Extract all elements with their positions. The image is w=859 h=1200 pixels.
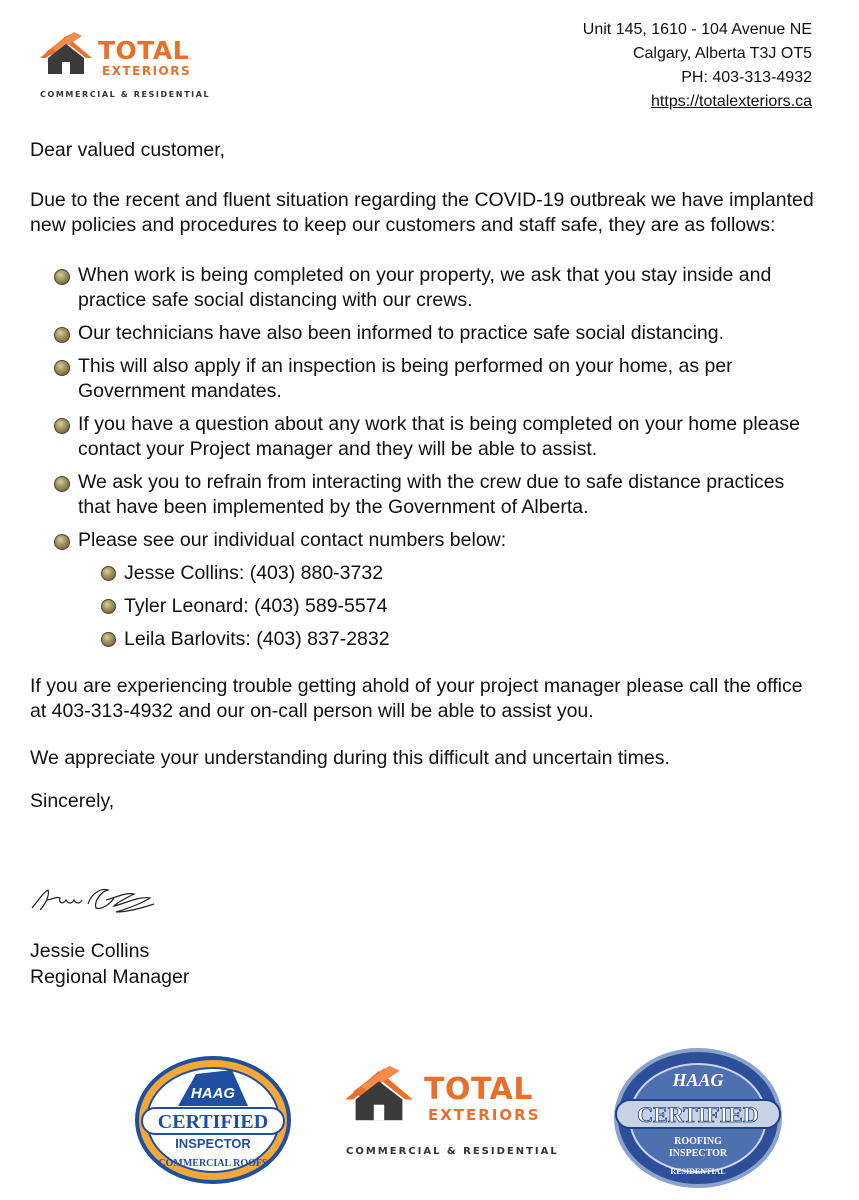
brand-name-line2: EXTERIORS [428, 1106, 541, 1124]
greeting: Dear valued customer, [30, 139, 226, 161]
address-line1: Unit 145, 1610 - 104 Avenue NE [582, 21, 812, 38]
bullet-icon [54, 476, 70, 492]
svg-text:INSPECTOR: INSPECTOR [175, 1136, 251, 1151]
list-item: Please see our individual contact numbers below: Jesse Collins: (403) 880-3732 Tyler Leonard: (403) 589-5574 Leila Barlovits: (403) 837-2832 [78, 528, 820, 652]
bullet-icon [101, 599, 116, 614]
signatory-name: Jessie Collins [30, 940, 150, 962]
brand-name-line1: TOTAL [424, 1072, 533, 1107]
brand-tagline: COMMERCIAL & RESIDENTIAL [346, 1146, 559, 1157]
house-roof-logo-icon [36, 28, 96, 78]
handwritten-signature [30, 878, 160, 918]
appreciation-paragraph: We appreciate your understanding during this difficult and uncertain times. [30, 747, 670, 769]
company-logo-footer [340, 1058, 560, 1168]
footer-logos [0, 1040, 859, 1190]
svg-text:HAAG: HAAG [190, 1085, 236, 1102]
signoff: Sincerely, [30, 790, 115, 812]
contact-item: Leila Barlovits: (403) 837-2832 [124, 627, 820, 652]
company-logo [36, 24, 211, 104]
list-item: When work is being completed on your property, we ask that you stay inside and practice safe social distancing with our crews. [78, 263, 820, 313]
svg-text:CERTIFIED: CERTIFIED [637, 1102, 759, 1127]
list-item: Our technicians have also been informed to practice safe social distancing. [78, 321, 820, 346]
svg-text:ROOFING: ROOFING [674, 1136, 722, 1147]
haag-certified-residential-badge [612, 1046, 784, 1190]
bullet-icon [54, 327, 70, 343]
bullet-icon [54, 418, 70, 434]
company-address [583, 18, 812, 114]
contact-item: Jesse Collins: (403) 880-3732 [124, 561, 820, 586]
house-roof-logo-icon [340, 1060, 418, 1126]
brand-name-line2: EXTERIORS [102, 64, 192, 78]
bullet-icon [54, 534, 70, 550]
policy-list [30, 263, 820, 652]
list-item: This will also apply if an inspection is being performed on your home, as per Government mandates. [78, 354, 820, 404]
bullet-icon [54, 360, 70, 376]
intro-paragraph: Due to the recent and fluent situation regarding the COVID-19 outbreak we have implanted new policies and procedures to keep our customers and staff safe, they are as follows: [30, 189, 814, 236]
brand-tagline: COMMERCIAL & RESIDENTIAL [40, 90, 211, 99]
svg-text:HAAG: HAAG [672, 1070, 724, 1090]
address-line2: Calgary, Alberta T3J OT5 [632, 45, 812, 62]
phone-number: PH: 403-313-4932 [681, 69, 812, 86]
svg-text:COMMERCIAL ROOFS: COMMERCIAL ROOFS [158, 1158, 268, 1169]
svg-text:CERTIFIED: CERTIFIED [157, 1111, 269, 1133]
contact-list [78, 561, 820, 652]
bullet-icon [54, 269, 70, 285]
list-item: If you have a question about any work that is being completed on your home please contact your Project manager and they will be able to assist. [78, 412, 820, 462]
signatory [30, 938, 189, 990]
contact-item: Tyler Leonard: (403) 589-5574 [124, 594, 820, 619]
bullet-icon [101, 566, 116, 581]
office-contact-paragraph: If you are experiencing trouble getting ahold of your project manager please call the office at 403-313-4932 and our on-call person will be able to assist you. [30, 675, 803, 722]
svg-text:INSPECTOR: INSPECTOR [668, 1148, 728, 1159]
svg-text:RESIDENTIAL: RESIDENTIAL [670, 1167, 726, 1176]
signatory-title: Regional Manager [30, 966, 190, 988]
bullet-icon [101, 632, 116, 647]
haag-certified-commercial-badge [134, 1054, 292, 1186]
letter-body [30, 138, 820, 814]
website-link[interactable]: https://totalexteriors.ca [651, 93, 812, 110]
list-item: We ask you to refrain from interacting with the crew due to safe distance practices that have been implemented by the Government of Alberta. [78, 470, 820, 520]
brand-name-line1: TOTAL [98, 36, 190, 65]
